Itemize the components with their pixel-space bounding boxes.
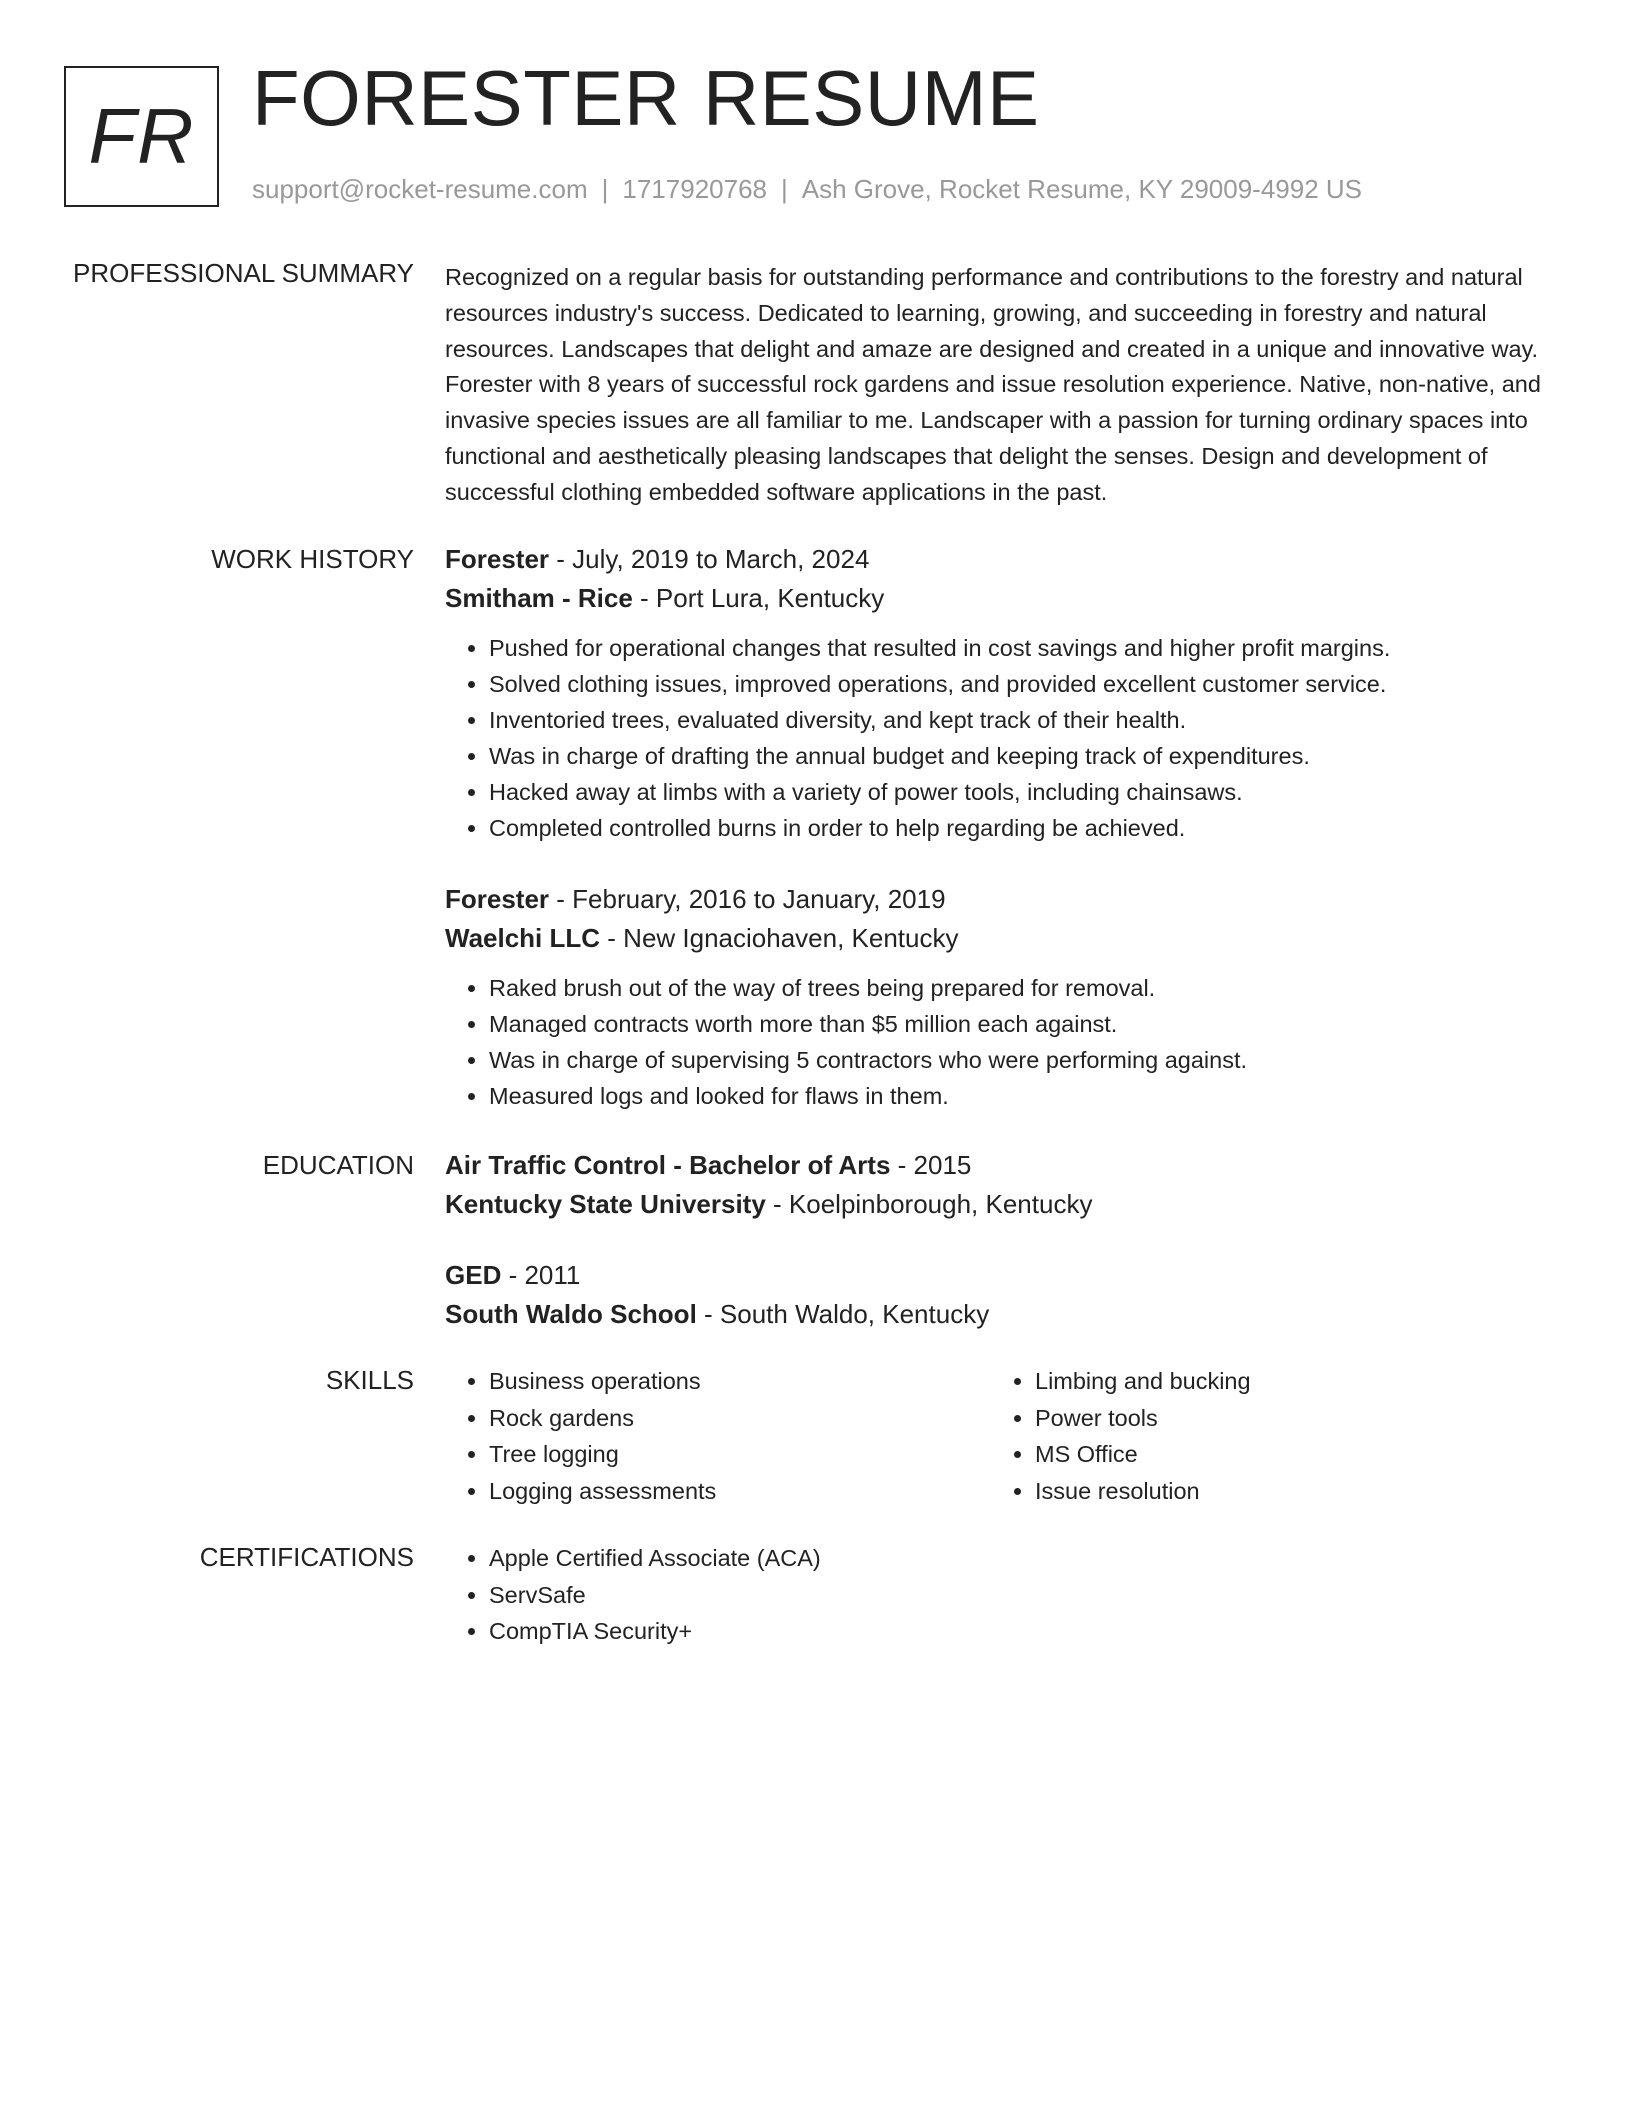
list-item: • Rock gardens — [489, 1400, 991, 1437]
work-history-label: WORK HISTORY — [211, 544, 414, 574]
list-item: • Hacked away at limbs with a variety of power tools, including chainsaws. — [489, 774, 1565, 810]
job-dates: - February, 2016 to January, 2019 — [549, 884, 946, 914]
degree-year: - 2015 — [890, 1150, 972, 1180]
list-item: • Completed controlled burns in order to help regarding be achieved. — [489, 810, 1565, 846]
job-title: Forester — [445, 544, 550, 574]
education-label: EDUCATION — [262, 1150, 414, 1180]
list-item: • Limbing and bucking — [1035, 1363, 1251, 1400]
degree: GED — [445, 1260, 502, 1290]
certifications-label: CERTIFICATIONS — [199, 1542, 414, 1572]
job-location: - New Ignaciohaven, Kentucky — [600, 923, 959, 953]
school-line — [445, 1185, 1565, 1224]
job-location: - Port Lura, Kentucky — [632, 583, 885, 613]
list-item: • CompTIA Security+ — [489, 1613, 821, 1650]
school: Kentucky State University — [445, 1189, 766, 1219]
job-entry — [445, 540, 1565, 846]
job-dates: - July, 2019 to March, 2024 — [549, 544, 870, 574]
summary-label: PROFESSIONAL SUMMARY — [73, 258, 414, 288]
school-location: - South Waldo, Kentucky — [696, 1299, 990, 1329]
education-entry — [445, 1146, 1565, 1224]
list-item: • Measured logs and looked for flaws in them. — [489, 1078, 1565, 1114]
summary-text: Recognized on a regular basis for outstanding performance and contributions to the forestry and natural resources industry's success. Dedicated to learning, growing, and succeeding in forestry and natural resources. Landscapes that delight and amaze are designed and created in a unique and innovative way. Forester with 8 years of successful rock gardens and issue resolution experience. Native, non-native, and invasive species issues are all familiar to me. Landscaper with a passion for turning ordinary spaces into functional and aesthetically pleasing landscapes that delight the senses. Design and development of successful clothing embedded software applications in the past. — [445, 264, 1541, 505]
resume-name: FORESTER RESUME — [252, 54, 1040, 142]
job-company-line — [445, 919, 1565, 958]
contact-phone: 1717920768 — [622, 174, 767, 204]
degree-line — [445, 1256, 1565, 1295]
list-item: • Raked brush out of the way of trees being prepared for removal. — [489, 970, 1565, 1006]
job-company-line — [445, 579, 1565, 618]
skills-list-1 — [445, 1363, 991, 1509]
job-bullets — [445, 630, 1565, 846]
list-item: • Was in charge of supervising 5 contractors who were performing against. — [489, 1042, 1565, 1078]
skills-label: SKILLS — [325, 1365, 414, 1395]
job-company: Smitham - Rice — [445, 583, 633, 613]
list-item: • Inventoried trees, evaluated diversity, and kept track of their health. — [489, 702, 1565, 738]
degree: Air Traffic Control - Bachelor of Arts — [445, 1150, 891, 1180]
job-bullets — [445, 970, 1565, 1114]
education-entry — [445, 1256, 1565, 1334]
list-item: • Business operations — [489, 1363, 991, 1400]
job-company: Waelchi LLC — [445, 923, 601, 953]
school-location: - Koelpinborough, Kentucky — [765, 1189, 1093, 1219]
initials: FR — [88, 92, 195, 180]
list-item: • Was in charge of drafting the annual budget and keeping track of expenditures. — [489, 738, 1565, 774]
skills-list-2 — [991, 1363, 1251, 1509]
list-item: • Tree logging — [489, 1436, 991, 1473]
contact-line — [252, 174, 1362, 205]
degree-line — [445, 1146, 1565, 1185]
school: South Waldo School — [445, 1299, 697, 1329]
certifications-list — [445, 1540, 821, 1650]
list-item: • MS Office — [1035, 1436, 1251, 1473]
job-title-line — [445, 540, 1565, 579]
list-item: • ServSafe — [489, 1577, 821, 1614]
list-item: • Logging assessments — [489, 1473, 991, 1510]
list-item: • Managed contracts worth more than $5 million each against. — [489, 1006, 1565, 1042]
job-title-line — [445, 880, 1565, 919]
degree-year: - 2011 — [501, 1260, 581, 1290]
school-line — [445, 1295, 1565, 1334]
list-item: • Power tools — [1035, 1400, 1251, 1437]
job-title: Forester — [445, 884, 550, 914]
contact-separator: | — [601, 174, 609, 204]
list-item: • Solved clothing issues, improved operations, and provided excellent customer service. — [489, 666, 1565, 702]
monogram-box — [64, 66, 219, 207]
list-item: • Apple Certified Associate (ACA) — [489, 1540, 821, 1577]
contact-separator: | — [781, 174, 788, 204]
contact-email: support@rocket-resume.com — [252, 174, 588, 204]
list-item: • Pushed for operational changes that resulted in cost savings and higher profit margins. — [489, 630, 1565, 666]
contact-address: Ash Grove, Rocket Resume, KY 29009-4992 US — [801, 174, 1363, 204]
list-item: • Issue resolution — [1035, 1473, 1251, 1510]
job-entry — [445, 880, 1565, 1114]
